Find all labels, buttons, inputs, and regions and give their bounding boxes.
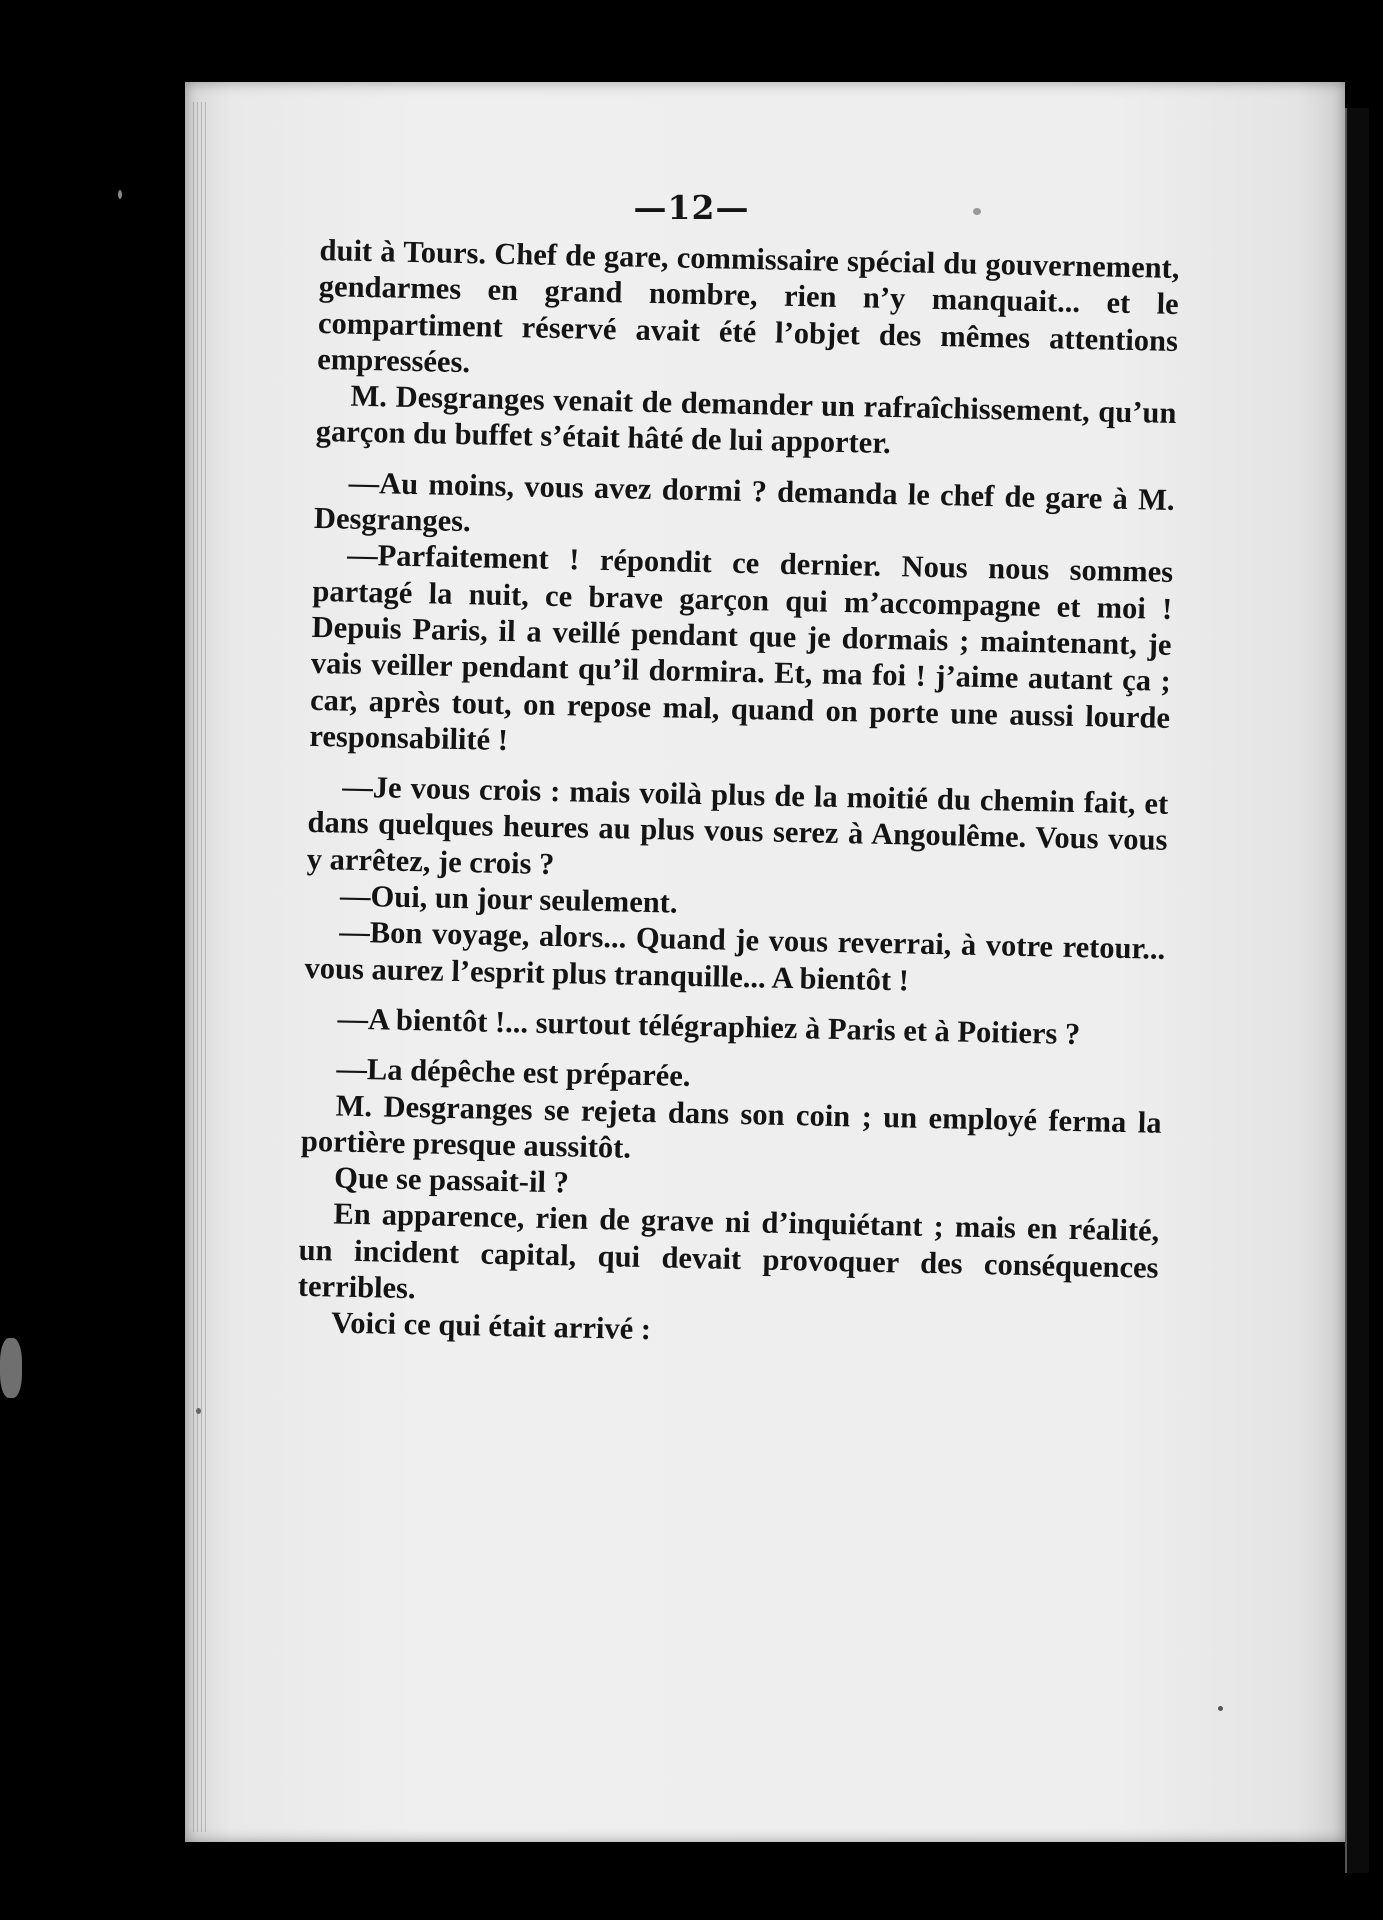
paragraph: duit à Tours. Chef de gare, commissaire spécial du gouvernement, gendarmes en grand nombre, rien n’y manquait... et le compartiment réservé avait été l’objet des mêmes attentions empressées. <box>316 232 1180 380</box>
paragraph: Voici ce qui était arrivé : <box>330 1305 652 1347</box>
paragraph: Que se passait-il ? <box>333 1160 570 1200</box>
body-text <box>297 232 1180 1358</box>
paragraph: —Je vous crois : mais voilà plus de la moitié du chemin fait, et dans quelques heures au plus vous serez à Angoulême. Vous vous y arrêtez, je crois ? <box>306 769 1169 881</box>
paragraph: —Parfaitement ! répondit ce dernier. Nous nous sommes partagé la nuit, ce brave garçon qui m’accompagne et moi ! Depuis Paris, il a veillé pendant que je dormais ; maintenant, je vais veiller pendant qu’il dormira. Et, ma foi ! j’aime autant ça ; car, après tout, on repose mal, quand on porte une aussi lourde responsabilité ! <box>309 538 1174 757</box>
paragraph: —Au moins, vous avez dormi ? demanda le chef de gare à M. Desgranges. <box>313 465 1175 539</box>
dust-speck <box>196 1408 201 1414</box>
dust-speck <box>1218 1706 1223 1711</box>
paragraph: —Oui, un jour seulement. <box>339 878 678 920</box>
paragraph: M. Desgranges se rejeta dans son coin ; un employé ferma la portière presque aussitôt. <box>300 1088 1162 1165</box>
paragraph: —La dépêche est préparée. <box>336 1051 691 1094</box>
paragraph: En apparence, rien de grave ni d’inquiétant ; mais en réalité, un incident capital, qui devait provoquer des conséquences terribles. <box>297 1196 1160 1306</box>
paragraph: M. Desgranges venait de demander un rafraîchissement, qu’un garçon du buffet s’était hâté de lui apporter. <box>315 378 1177 461</box>
paragraph: —Bon voyage, alors... Quand je vous reverrai, à votre retour... vous aurez l’esprit plus tranquille... A bientôt ! <box>304 914 1166 998</box>
page-binding-edge <box>1345 108 1369 1873</box>
page-number: —12— <box>633 188 750 227</box>
dust-speck <box>0 1338 22 1398</box>
paragraph: —A bientôt !... surtout télégraphiez à Paris et à Poitiers ? <box>337 1001 1081 1052</box>
